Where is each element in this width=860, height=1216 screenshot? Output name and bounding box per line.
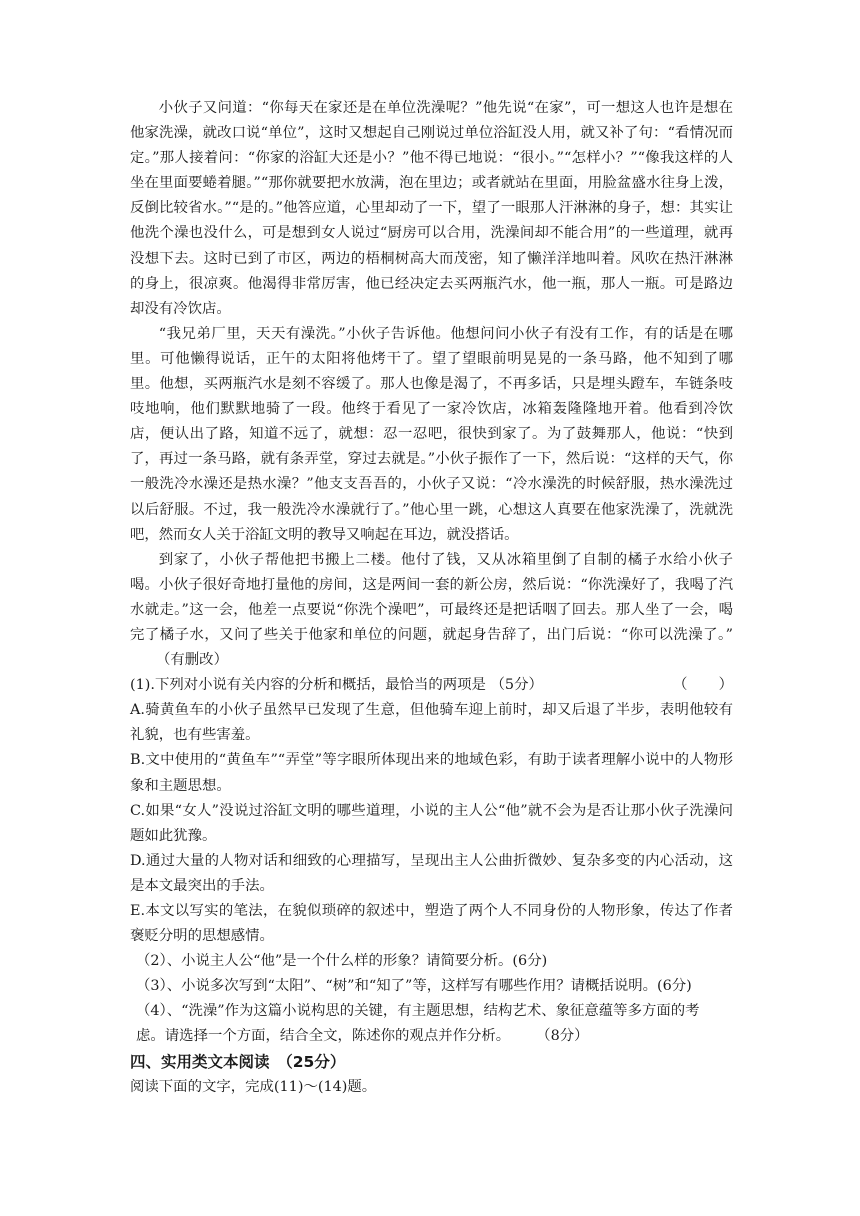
question-3: （3）、小说多次写到“太阳”、“树”和“知了”等，这样写有哪些作用？请概括说明。(6分) <box>136 978 692 995</box>
answer-bracket-open: （ <box>673 677 688 694</box>
option-c: C.如果“女人”没说过浴缸文明的哪些道理，小说的主人公“他”就不会为是否让那小伙子洗澡问题如此犹豫。 <box>130 802 733 844</box>
question-4-score: （8分） <box>536 1028 589 1045</box>
story-paragraph-1: 小伙子又问道：“你每天在家还是在单位洗澡呢？”他先说“在家”，可一想这人也许是想在他家洗澡，就改口说“单位”，这时又想起自己刚说过单位浴缸没人用，就又补了句：“看情况而定。”那人接着问：“你家的浴缸大还是小？”他不得已地说：“很小。”“怎样小？”“像我这样的人坐在里面要蜷着腿。”“那你就要把水放满，泡在里边；或者就站在里面，用脸盆盛水往身上泼，反倒比较省水。”“是的。”他答应道，心里却动了一下，望了一眼那人汗淋淋的身子，想：其实让他洗个澡也没什么，可是想到女人说过“厨房可以合用，洗澡间却不能合用”的一些道理，就再没想下去。这时已到了市区，两边的梧桐树高大而茂密，知了懒洋洋地叫着。风吹在热汗淋淋的身上，很凉爽。他渴得非常厉害，他已经决定去买两瓶汽水，他一瓶，那人一瓶。可是路边却没有冷饮店。 <box>130 100 733 317</box>
story-paragraph-2: “我兄弟厂里，天天有澡洗。”小伙子告诉他。他想问问小伙子有没有工作，有的话是在哪里。可他懒得说话，正午的太阳将他烤干了。望了望眼前明晃晃的一条马路，他不知到了哪里。他想，买两瓶汽水是刻不容缓了。那人也像是渴了，不再多话，只是埋头蹬车，车链条吱吱地响，他们默默地骑了一段。他终于看见了一家冷饮店，冰箱轰隆隆地开着。他看到冷饮店，便认出了路，知道不远了，就想：忍一忍吧，很快到家了。为了鼓舞那人，他说：“快到了，再过一条马路，就有条弄堂，穿过去就是。”小伙子振作了一下，然后说：“这样的天气，你一般洗冷水澡还是热水澡？”他支支吾吾的，小伙子又说：“冷水澡洗的时候舒服，热水澡洗过以后舒服。不过，我一般洗冷水澡就行了。”他心里一跳，心想这人真要在他家洗澡了，洗就洗吧，然而女人关于浴缸文明的教导又响起在耳边，就没搭话。 <box>130 325 733 543</box>
answer-bracket-close: ） <box>718 677 733 694</box>
section-4-title: 四、实用类文本阅读 （25分） <box>130 1052 346 1071</box>
option-b: B.文中使用的“黄鱼车”“弄堂”等字眼所体现出来的地域色彩，有助于读者理解小说中的人物形象和主题思想。 <box>130 752 733 794</box>
question-1-stem <box>130 673 733 698</box>
question-4 <box>130 999 733 1049</box>
option-d: D.通过大量的人物对话和细致的心理描写，呈现出主人公曲折微妙、复杂多变的内心活动，这是本文最突出的手法。 <box>130 852 733 894</box>
story-paragraph-3-text: 到家了，小伙子帮他把书搬上二楼。他付了钱，又从冰箱里倒了自制的橘子水给小伙子喝。小伙子很好奇地打量他的房间，这是两间一套的新公房，然后说：“你洗澡好了，我喝了汽水就走。”这一会，他差一点要说“你洗个澡吧”，可最终还是把话咽了回去。那人坐了一会，喝完了橘子水，又问了些关于他家和单位的问题，就起身告辞了，出门后说：“你可以洗澡了。” <box>130 551 733 643</box>
option-e: E.本文以写实的笔法，在貌似琐碎的叙述中，塑造了两个人不同身份的人物形象，传达了作者褒贬分明的思想感情。 <box>130 903 733 945</box>
revision-note: （有删改） <box>156 652 228 669</box>
question-4-line-2-text: 虑。请选择一个方面，结合全文，陈述你的观点并作分析。 <box>136 1028 511 1045</box>
option-a: A.骑黄鱼车的小伙子虽然早已发现了生意，但他骑车迎上前时，却又后退了半步，表明他较有礼貌，也有些害羞。 <box>130 702 733 744</box>
question-4-line-1: （4）、“洗澡”作为这篇小说构思的关键，有主题思想，结构艺术、象征意蕴等多方面的考 <box>136 1003 700 1020</box>
question-2: （2）、小说主人公“他”是一个什么样的形象？请简要分析。(6分) <box>136 953 548 970</box>
story-paragraph-3 <box>130 548 733 673</box>
answer-bracket <box>673 673 733 698</box>
section-4-instruction: 阅读下面的文字，完成(11)～(14)题。 <box>130 1078 377 1095</box>
exam-page <box>130 96 733 1100</box>
question-4-line-2 <box>136 1024 733 1049</box>
question-1-text: (1).下列对小说有关内容的分析和概括，最恰当的两项是 （5分） <box>130 677 543 694</box>
